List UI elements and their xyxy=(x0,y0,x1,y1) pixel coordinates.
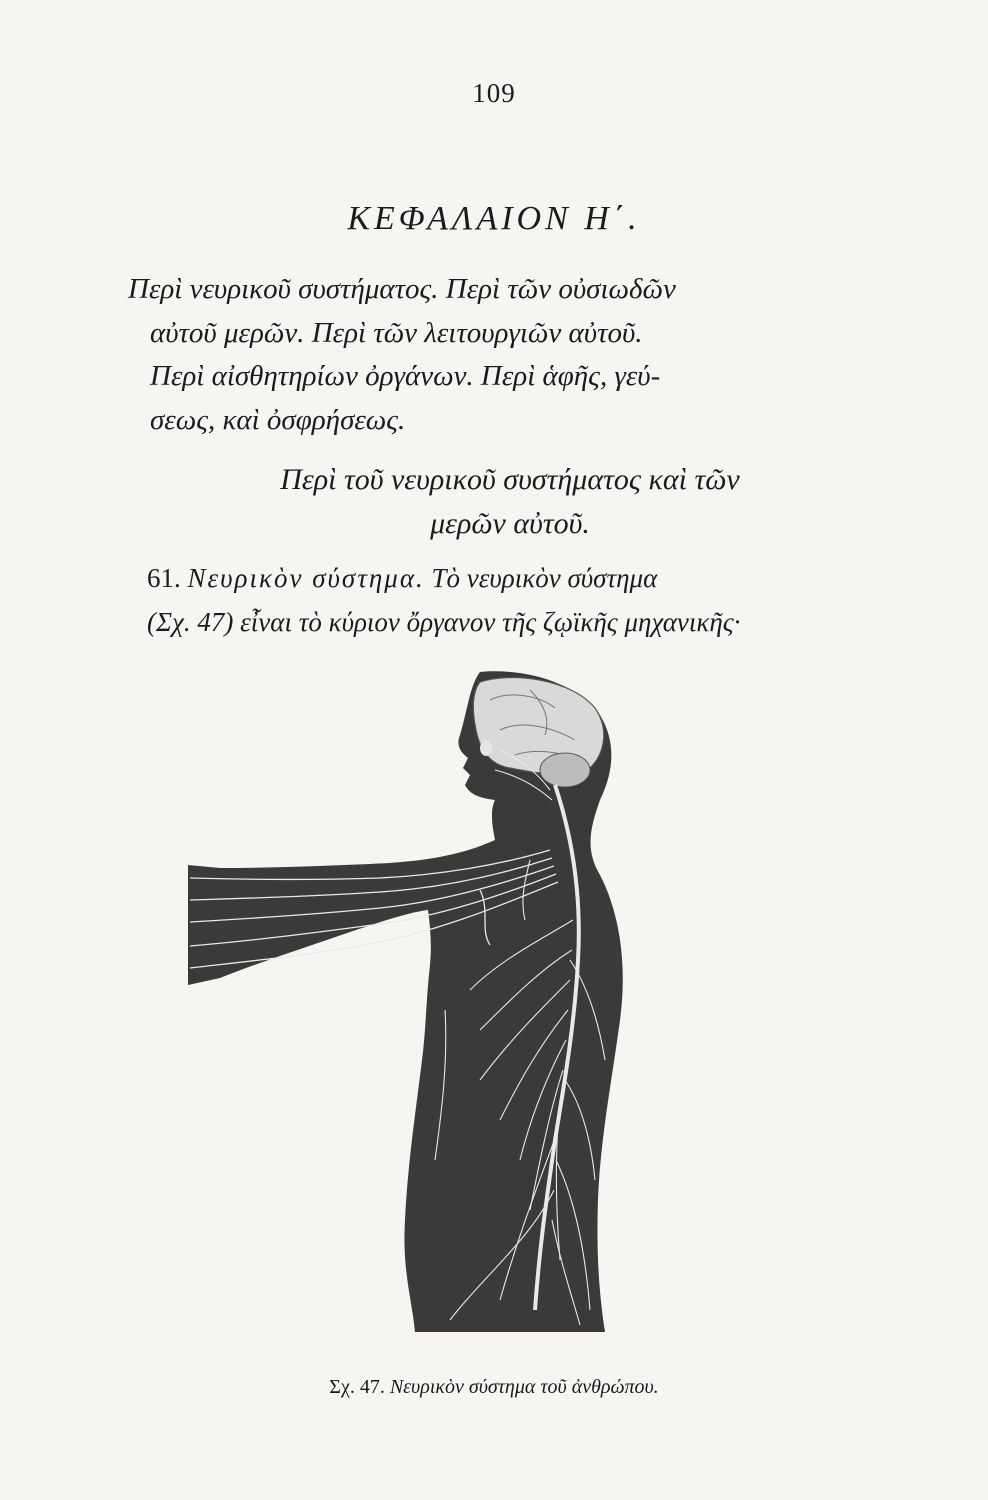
summary-line: Περὶ νευρικοῦ συστήματος. Περὶ τῶν οὐσιωδῶν xyxy=(128,273,676,305)
caption-text: Νευρικὸν σύστημα τοῦ ἀνθρώπου. xyxy=(389,1376,659,1398)
caption-prefix: Σχ. 47. xyxy=(329,1376,385,1398)
paragraph-term: Νευρικὸν σύστημα. xyxy=(187,563,425,593)
chapter-heading: ΚΕΦΑΛΑΙΟΝ Η΄. xyxy=(347,200,641,237)
section-heading-line: Περὶ τοῦ νευρικοῦ συστήματος καὶ τῶν xyxy=(280,463,740,496)
nervous-system-illustration xyxy=(180,660,650,1340)
page-number: 109 xyxy=(472,78,516,108)
paragraph-61 xyxy=(147,556,877,644)
eye xyxy=(480,740,492,756)
section-heading-line: μερῶν αὐτοῦ. xyxy=(430,507,590,540)
paragraph-line: (Σχ. 47) εἶναι τὸ κύριον ὄργανον τῆς ζῳϊκῆς μηχανικῆς· xyxy=(147,607,741,637)
summary-line: αὐτοῦ μερῶν. Περὶ τῶν λειτουργιῶν αὐτοῦ. xyxy=(150,316,643,349)
paragraph-text: Τὸ νευρικὸν σύστημα xyxy=(431,563,658,593)
paragraph-number: 61. xyxy=(147,563,181,593)
paragraph-line xyxy=(147,556,877,600)
chapter-summary xyxy=(128,268,885,442)
summary-line: σεως, καὶ ὀσφρήσεως. xyxy=(150,403,406,436)
summary-line: Περὶ αἰσθητηρίων ὀργάνων. Περὶ ἁφῆς, γεύ- xyxy=(150,360,661,392)
cerebellum xyxy=(540,753,590,787)
section-heading xyxy=(150,458,870,546)
figure-caption xyxy=(0,1376,988,1399)
